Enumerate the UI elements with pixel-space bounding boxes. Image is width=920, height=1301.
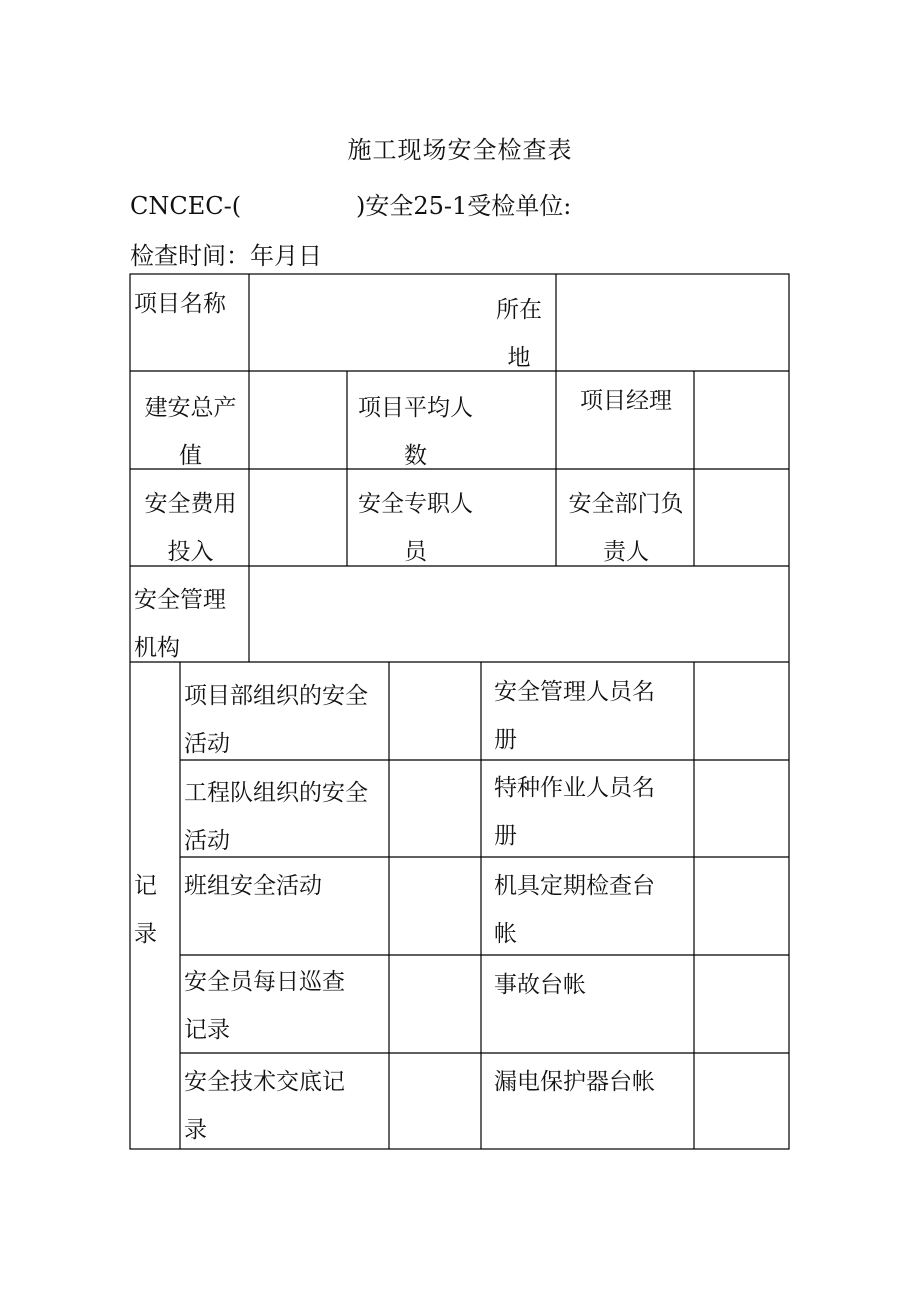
project-name-label: 项目名称 <box>134 291 226 317</box>
record-item-left: 安全员每日巡查 记录 <box>184 969 345 1043</box>
inspection-time: 检查时间：年月日 <box>130 242 322 270</box>
records-label: 记 录 <box>134 873 157 947</box>
project-manager-label: 项目经理 <box>580 388 672 414</box>
form-code-suffix: )安全25-1受检单位: <box>356 192 572 220</box>
avg-staff-label: 项目平均人 数 <box>358 395 473 469</box>
safety-org-label: 安全管理 机构 <box>134 587 226 661</box>
record-item-right: 特种作业人员名 册 <box>494 775 655 849</box>
record-item-left: 工程队组织的安全 活动 <box>184 780 368 854</box>
record-item-right: 机具定期检查台 帐 <box>494 873 655 947</box>
location-label: 所在 地 <box>496 297 542 371</box>
total-value-label: 建安总产 值 <box>144 395 237 469</box>
dept-head-label: 安全部门负 责人 <box>568 491 684 565</box>
record-item-left: 班组安全活动 <box>184 873 322 899</box>
page-title: 施工现场安全检查表 <box>347 136 573 164</box>
form-code-prefix: CNCEC-( <box>130 192 242 220</box>
record-item-left: 项目部组织的安全 活动 <box>184 683 368 757</box>
record-item-right: 安全管理人员名 册 <box>494 679 655 753</box>
safety-officer-label: 安全专职人 员 <box>358 491 473 565</box>
record-item-right: 漏电保护器台帐 <box>494 1069 655 1095</box>
record-item-left: 安全技术交底记 录 <box>184 1069 345 1143</box>
record-item-right: 事故台帐 <box>494 972 586 998</box>
safety-cost-label: 安全费用 投入 <box>144 491 237 565</box>
